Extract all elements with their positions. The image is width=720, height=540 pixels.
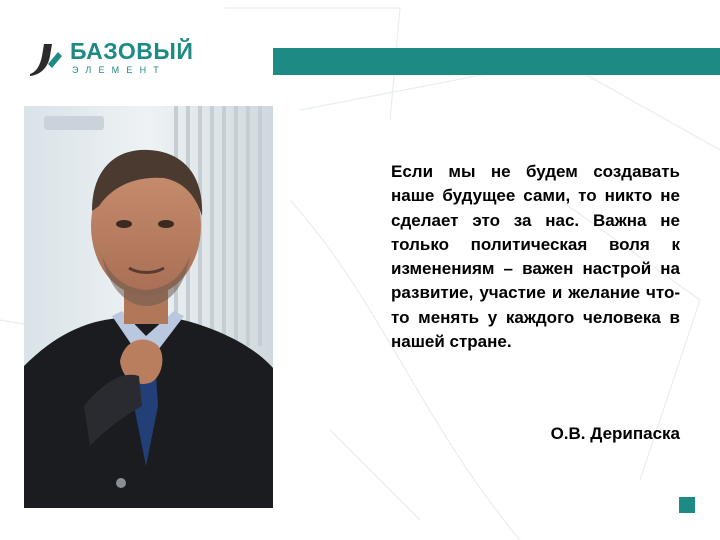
company-logo: [28, 38, 198, 78]
portrait-photo: [24, 106, 273, 508]
logo-mark-icon: [28, 42, 62, 76]
logo-subtitle: ЭЛЕМЕНТ: [72, 65, 166, 75]
portrait-illustration: [24, 106, 273, 508]
header-accent-bar: [273, 48, 720, 75]
corner-accent-square: [679, 497, 695, 513]
quote-author: О.В. Дерипаска: [550, 424, 680, 443]
quote-text: Если мы не будем создавать наше будущее сами, то никто не сделает это за нас. Важна не только политическая воля к изменениям – важен настрой на развитие, участие и желание что-то менять у каждого человека в нашей стране.: [391, 162, 680, 352]
logo-title: БАЗОВЫЙ: [70, 38, 194, 64]
